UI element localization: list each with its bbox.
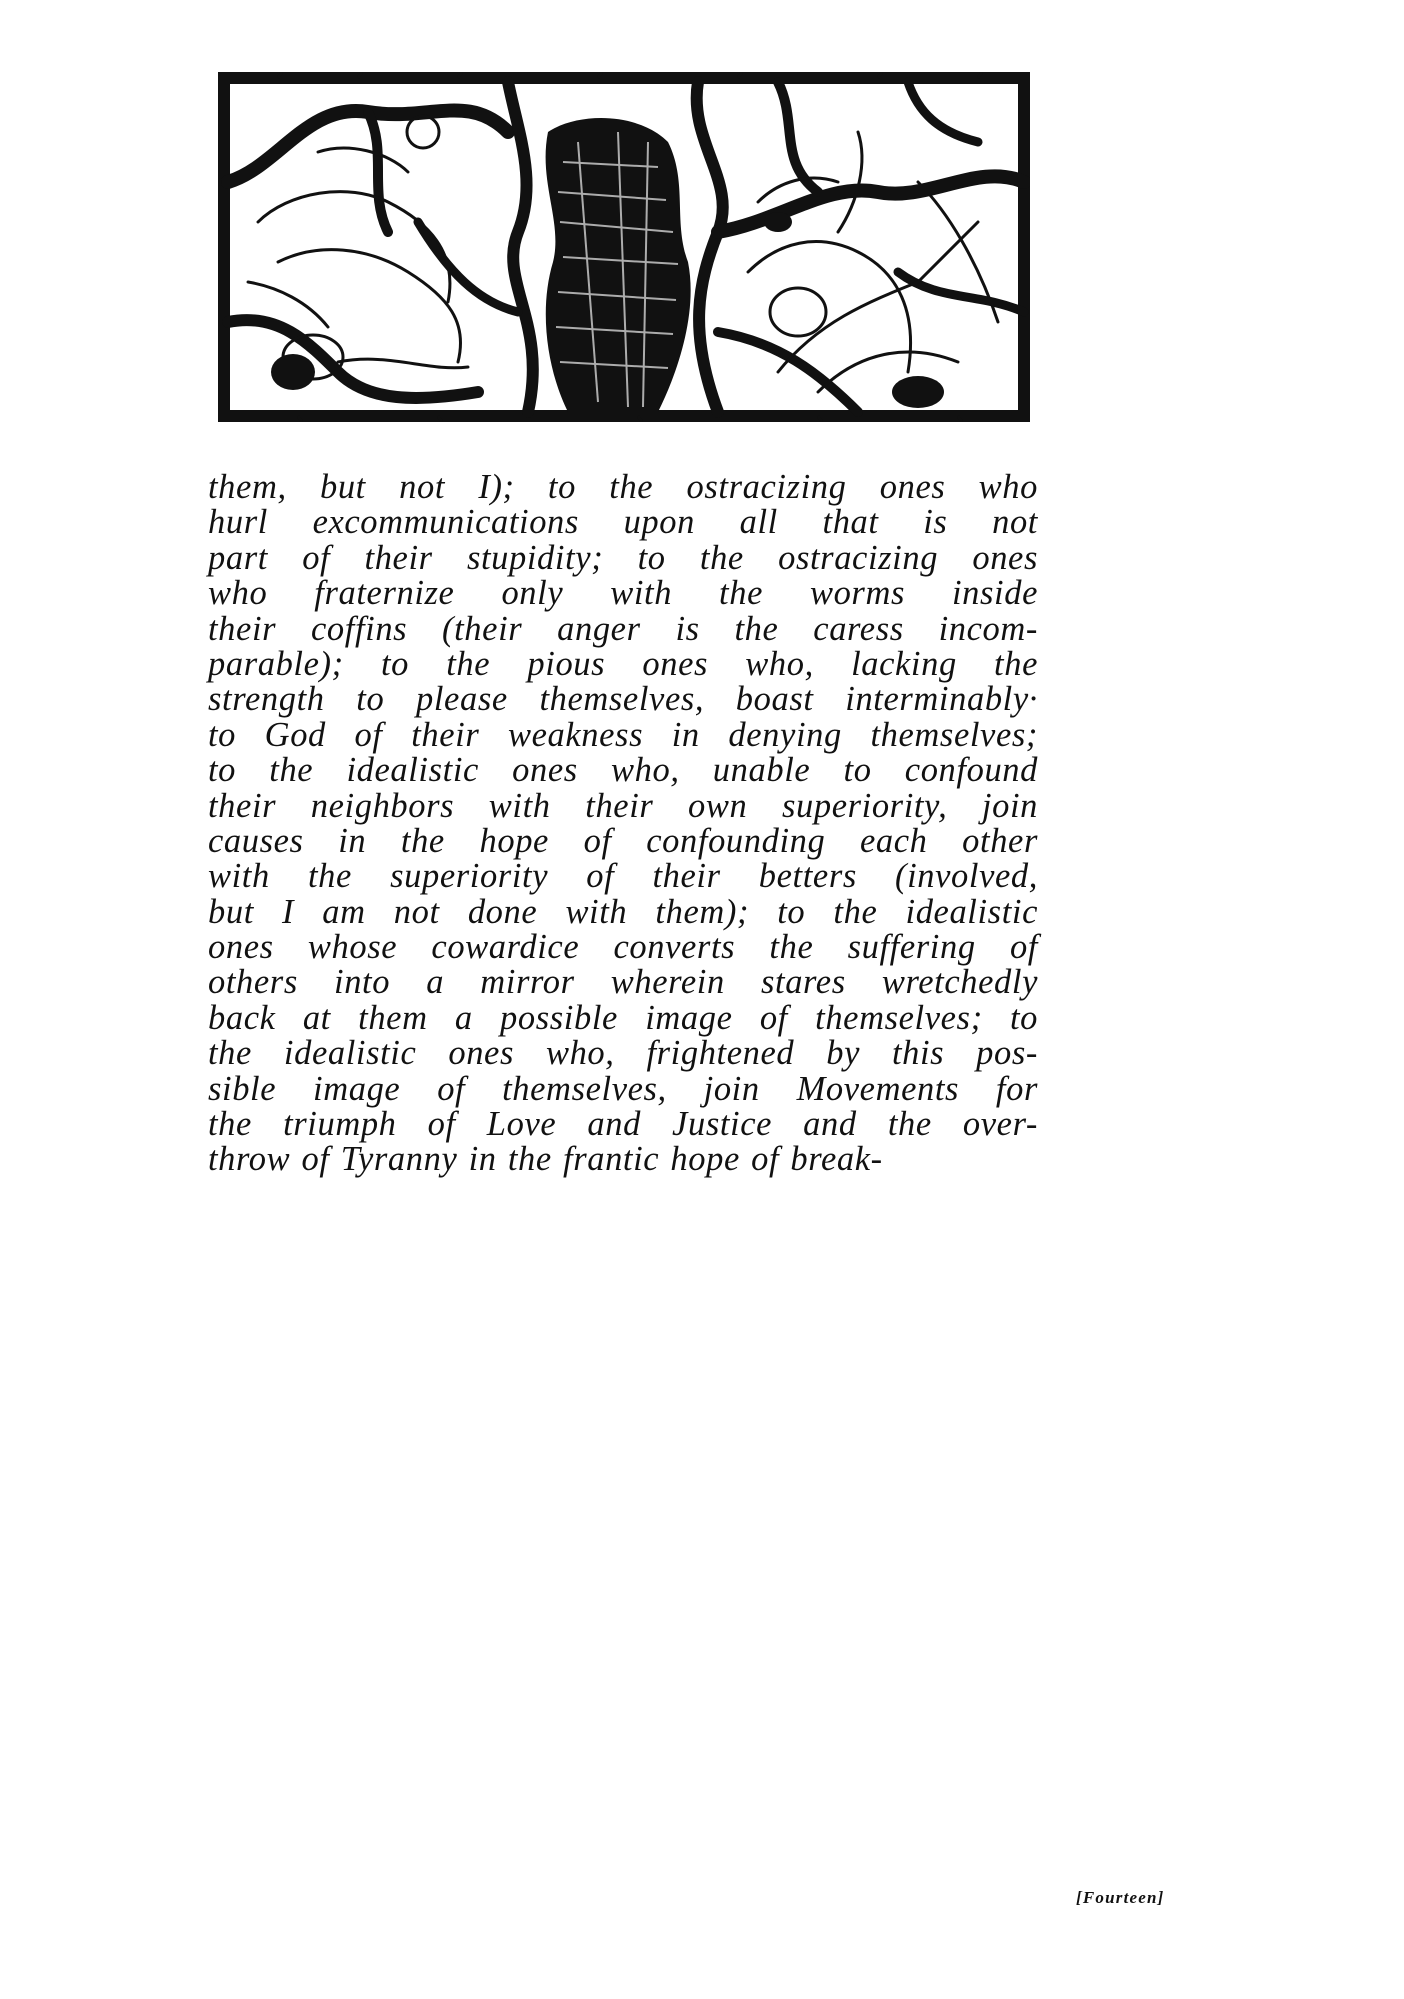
text-line: throw of Tyranny in the frantic hope of break- (208, 1140, 883, 1179)
text-line: back at them a possible image of themselves; to (208, 998, 1038, 1037)
text-line: them, but not I); to the ostracizing ones who (208, 468, 1038, 506)
body-text (208, 470, 1038, 1178)
text-line: to God of their weakness in denying themselves; (208, 715, 1038, 754)
text-line: ones whose cowardice converts the suffering of (208, 928, 1038, 967)
text-line: but I am not done with them); to the idealistic (208, 892, 1038, 931)
text-line: others into a mirror wherein stares wretchedly (208, 963, 1038, 1002)
text-line: part of their stupidity; to the ostracizing ones (208, 538, 1038, 577)
text-line: the triumph of Love and Justice and the over- (208, 1105, 1038, 1144)
text-line: sible image of themselves, join Movements for (208, 1069, 1038, 1108)
text-line: causes in the hope of confounding each other (208, 821, 1038, 860)
woodcut-illustration (218, 72, 1030, 422)
woodcut-figures-illustration-icon (218, 72, 1030, 422)
text-line: parable); to the pious ones who, lacking the (208, 644, 1038, 683)
text-line: to the idealistic ones who, unable to confound (208, 751, 1038, 790)
text-line: strength to please themselves, boast interminably· (208, 680, 1038, 719)
text-line: their coffins (their anger is the caress incom- (208, 609, 1038, 648)
text-line: the idealistic ones who, frightened by this pos- (208, 1034, 1038, 1073)
text-line: with the superiority of their betters (involved, (208, 857, 1038, 896)
text-line: their neighbors with their own superiority, join (208, 786, 1038, 825)
page-number: [Fourteen] (1076, 1888, 1165, 1907)
text-line: who fraternize only with the worms inside (208, 574, 1038, 613)
text-line: hurl excommunications upon all that is not (208, 503, 1038, 542)
